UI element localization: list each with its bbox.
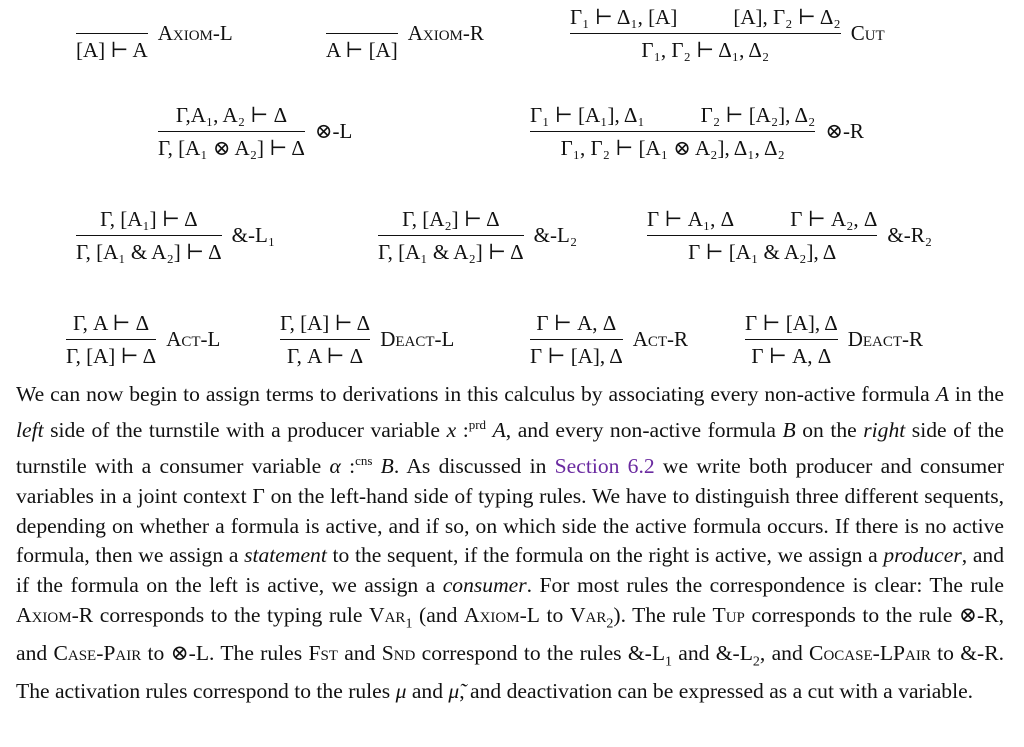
text-segment: . For most rules the correspondence is clear: The rule — [526, 573, 1005, 598]
text-segment: μ — [395, 679, 407, 704]
text-segment: , and every non-active formula — [505, 417, 783, 442]
text-segment: Var — [369, 602, 406, 627]
section-link[interactable]: Section 6.2 — [554, 453, 655, 478]
text-segment: 2 — [752, 654, 760, 670]
inference-line — [378, 235, 524, 236]
rule-tensor-r — [530, 102, 864, 161]
text-segment: to &-R. The activation rules correspond to the rules — [16, 641, 1004, 704]
rule-axiom-r — [326, 4, 484, 63]
text-segment: We can now begin to assign terms to derivations in this calculus by associating every non-active formula — [16, 382, 936, 406]
text-segment: Axiom-L — [463, 602, 540, 627]
premises — [378, 206, 524, 232]
text-segment: α — [329, 453, 341, 478]
text-segment: side of the turnstile with a consumer variable — [16, 417, 1005, 478]
text-segment: μ̃ — [448, 679, 460, 704]
inference-line — [530, 339, 623, 340]
rule-name: ⊗-R — [825, 119, 864, 143]
rule-tensor-l — [158, 102, 352, 161]
text-segment: A — [492, 417, 506, 442]
text-segment: and &-L — [672, 641, 753, 666]
text-segment: , and deactivation can be expressed as a cut with a variable. — [459, 679, 974, 704]
premise: Γ ⊢ A, Δ — [536, 310, 617, 335]
text-segment: Var — [569, 602, 607, 627]
rule-name: Deact-L — [380, 327, 455, 351]
inference-line — [76, 235, 222, 236]
inference-fraction — [326, 4, 398, 63]
text-segment: Case-Pair — [53, 641, 142, 666]
premises — [326, 4, 398, 30]
text-segment: 2 — [606, 616, 614, 632]
premises — [76, 206, 222, 232]
premises — [76, 4, 148, 30]
text-segment: 1 — [665, 654, 673, 670]
premise: Γ ⊢ A₂, Δ — [790, 206, 878, 231]
inference-line — [66, 339, 156, 340]
text-segment: Cocase-LPair — [809, 641, 931, 666]
text-segment: : — [340, 453, 356, 478]
inference-line — [745, 339, 838, 340]
text-segment: correspond to the rules &-L — [415, 641, 666, 666]
inference-fraction — [647, 206, 877, 265]
inference-fraction — [378, 206, 524, 265]
premises — [158, 102, 305, 128]
text-segment: , and — [759, 641, 810, 666]
premises — [647, 206, 877, 232]
rule-name: &-L₁ — [231, 223, 276, 247]
text-segment: A — [935, 382, 949, 406]
rule-name: Cut — [850, 21, 885, 45]
text-segment: prd — [468, 416, 487, 432]
text-segment: on the — [795, 417, 864, 442]
text-segment: cns — [355, 452, 373, 468]
premise: Γ, [A₁] ⊢ Δ — [100, 206, 198, 231]
text-segment: consumer — [442, 573, 527, 598]
premises — [745, 310, 838, 336]
inference-fraction — [745, 310, 838, 369]
text-segment: statement — [244, 543, 327, 568]
text-segment: producer — [883, 543, 962, 568]
rule-name: Act-L — [166, 327, 221, 351]
conclusion: Γ, [A] ⊢ Δ — [66, 343, 157, 368]
text-segment: 1 — [405, 616, 413, 632]
rule-name: Act-R — [632, 327, 689, 351]
text-segment: to ⊗-L. The rules — [141, 641, 309, 666]
inference-line — [326, 33, 398, 34]
text-segment: in the — [948, 382, 1004, 406]
rule-cut — [570, 4, 885, 63]
inference-line — [158, 131, 305, 132]
conclusion: Γ ⊢ A, Δ — [751, 343, 832, 368]
text-segment: x — [446, 417, 457, 442]
inference-line — [76, 33, 148, 34]
text-segment: : — [456, 417, 469, 442]
inference-line — [570, 33, 841, 34]
premises — [66, 310, 156, 336]
conclusion: Γ, [A₁ ⊗ A₂] ⊢ Δ — [158, 135, 305, 160]
text-segment: we write both producer and consumer variables in a joint context Γ on the left-hand side of typing rules. We have to distinguish three different sequents, depending on whether a formula is active, and if so, on which side the active formula occurs. If there is no active formula, then we assign a — [16, 453, 1004, 568]
rule-deact-l — [280, 310, 454, 369]
inference-fraction — [280, 310, 370, 369]
premise: Γ, A ⊢ Δ — [73, 310, 150, 335]
text-segment: , and if the formula on the left is active, we assign a — [16, 543, 1004, 598]
rule-act-r — [530, 310, 688, 369]
text-segment: to — [539, 602, 570, 627]
conclusion: Γ, [A₁ & A₂] ⊢ Δ — [378, 239, 524, 264]
premises — [280, 310, 370, 336]
premise: Γ,A₁, A₂ ⊢ Δ — [175, 102, 288, 127]
conclusion: [A] ⊢ A — [76, 37, 148, 62]
text-segment: corresponds to the rule ⊗-R, and — [16, 602, 1004, 666]
premise: [A], Γ₂ ⊢ Δ₂ — [733, 4, 841, 29]
text-segment: (and — [412, 602, 464, 627]
inference-fraction — [158, 102, 305, 161]
text-segment: Tup — [712, 602, 745, 627]
inference-fraction — [76, 206, 222, 265]
body-paragraph — [16, 380, 1004, 707]
premise: Γ₁ ⊢ [A₁], Δ₁ — [530, 102, 645, 127]
conclusion: A ⊢ [A] — [326, 37, 398, 62]
conclusion: Γ ⊢ [A], Δ — [530, 343, 623, 368]
inference-line — [530, 131, 815, 132]
rule-with-l2 — [378, 206, 577, 265]
rule-name: Deact-R — [847, 327, 924, 351]
text-segment: B — [380, 453, 394, 478]
conclusion: Γ₁, Γ₂ ⊢ Δ₁, Δ₂ — [641, 37, 770, 62]
text-segment: left — [16, 417, 44, 442]
premise: Γ, [A₂] ⊢ Δ — [402, 206, 500, 231]
premise: Γ ⊢ [A], Δ — [745, 310, 838, 335]
conclusion: Γ, A ⊢ Δ — [287, 343, 364, 368]
text-segment: . As discussed in — [393, 453, 555, 478]
inference-fraction — [66, 310, 156, 369]
rule-deact-r — [745, 310, 923, 369]
rule-name: &-L₂ — [533, 223, 578, 247]
premise: Γ₁ ⊢ Δ₁, [A] — [570, 4, 678, 29]
rule-with-l1 — [76, 206, 275, 265]
text-segment: B — [782, 417, 796, 442]
inference-fraction — [570, 4, 841, 63]
text-segment: Axiom-R — [16, 602, 94, 627]
conclusion: Γ₁, Γ₂ ⊢ [A₁ ⊗ A₂], Δ₁, Δ₂ — [560, 135, 785, 160]
inference-line — [280, 339, 370, 340]
rule-name: ⊗-L — [314, 119, 353, 143]
rule-act-l — [66, 310, 220, 369]
conclusion: Γ ⊢ [A₁ & A₂], Δ — [688, 239, 837, 264]
text-segment: side of the turnstile with a producer variable — [43, 417, 447, 442]
premise: Γ₂ ⊢ [A₂], Δ₂ — [700, 102, 816, 127]
inference-fraction — [530, 102, 815, 161]
premise: Γ, [A] ⊢ Δ — [280, 310, 371, 335]
text-segment: corresponds to the typing rule — [93, 602, 369, 627]
text-segment: right — [863, 417, 906, 442]
rule-name: Axiom-R — [407, 21, 484, 45]
conclusion: Γ, [A₁ & A₂] ⊢ Δ — [76, 239, 222, 264]
premise: Γ ⊢ A₁, Δ — [647, 206, 735, 231]
text-segment — [372, 454, 380, 478]
inference-fraction — [76, 4, 148, 63]
text-segment: and — [337, 641, 382, 666]
rule-name: Axiom-L — [157, 21, 233, 45]
premises — [570, 4, 841, 30]
premises — [530, 310, 623, 336]
text-segment: Fst — [308, 641, 338, 666]
premises — [530, 102, 815, 128]
text-segment: and — [406, 679, 449, 704]
rule-with-r2 — [647, 206, 932, 265]
text-segment: ). The rule — [613, 602, 713, 627]
inference-fraction — [530, 310, 623, 369]
text-segment: Snd — [381, 641, 416, 666]
rule-name: &-R₂ — [887, 223, 933, 247]
text-segment: to the sequent, if the formula on the right is active, we assign a — [326, 543, 884, 568]
rule-axiom-l — [76, 4, 233, 63]
inference-line — [647, 235, 877, 236]
